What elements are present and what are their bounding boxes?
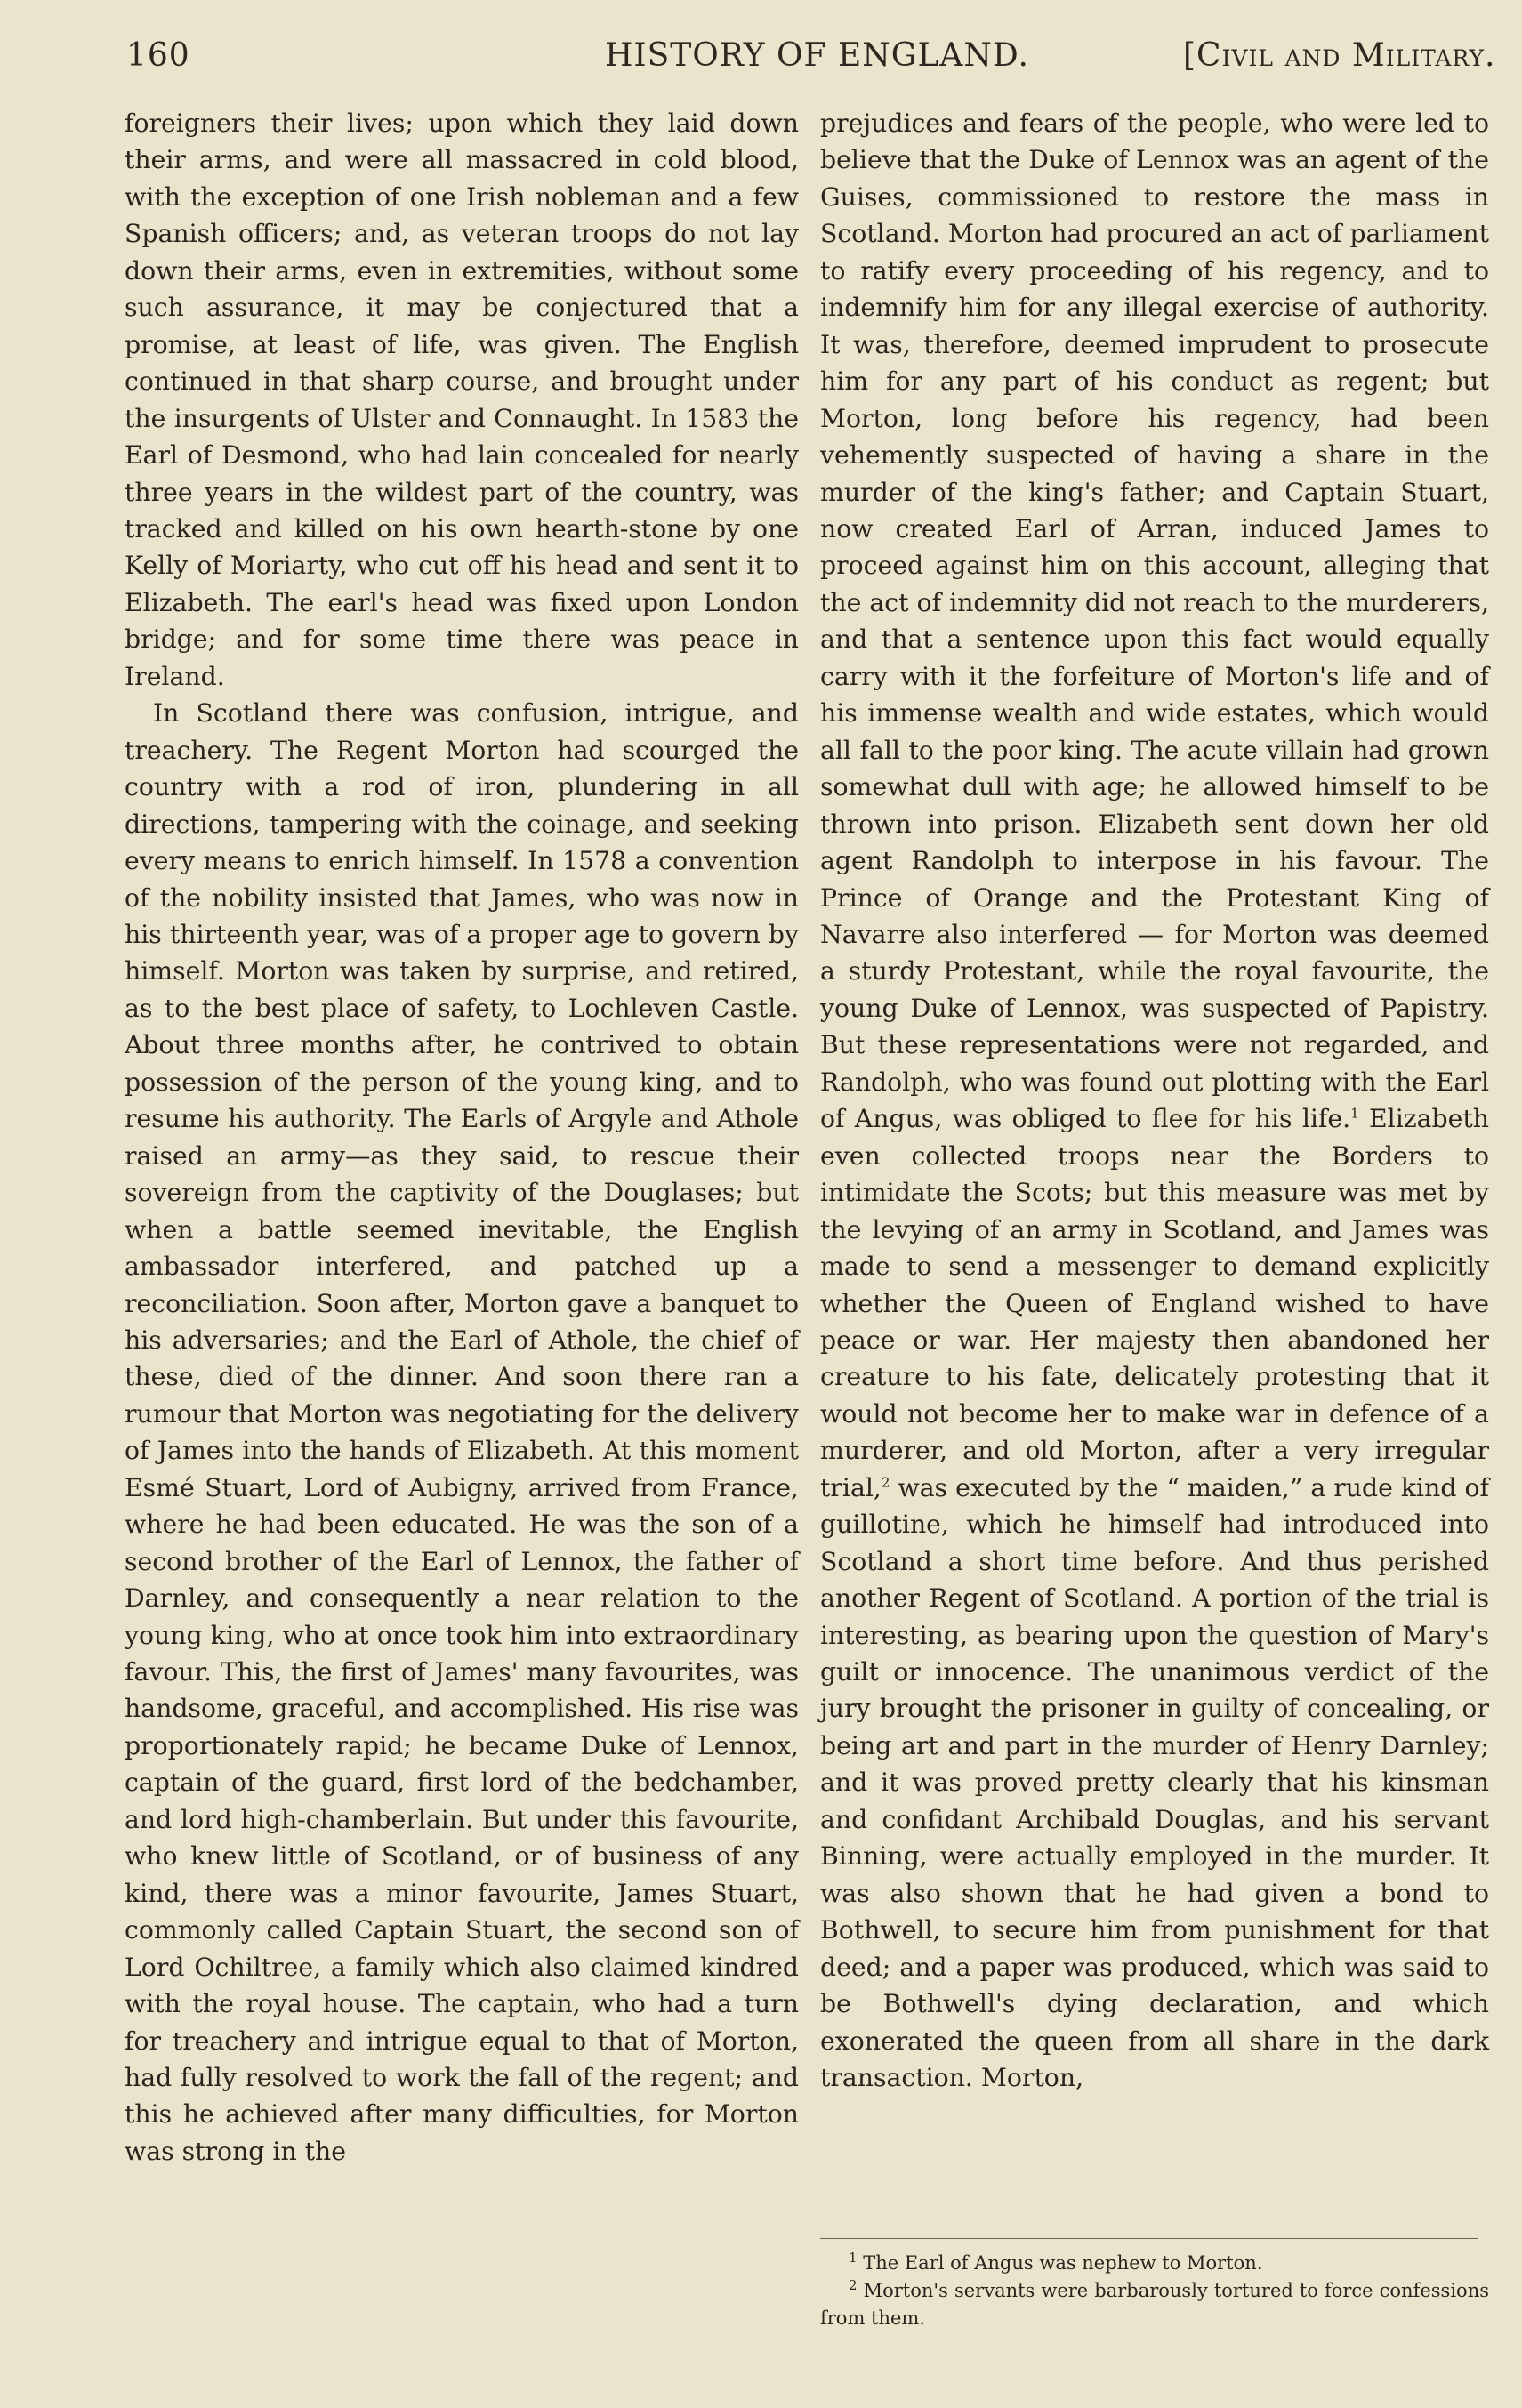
right-text-a: prejudices and fears of the people, who were led to believe that the Duke of Lennox was an agent of the Guises, commissioned to restore the mass in Scotland. Morton had procured an act of parliament to ratify every proceeding of his regency, and to indemnify him for any illegal exercise of authority. It was, therefore, deemed imprudent to prosecute him for any part of his conduct as regent; but Morton, long before his regency, had been vehemently suspected of having a share in the murder of the king's father; and Captain Stuart, now created Earl of Arran, induced James to proceed against him on this account, alleging that the act of indemnity did not reach to the murderers, and that a sentence upon this fact would equally carry with it the forfeiture of Morton's life and of his immense wealth and wide estates, which would all fall to the poor king. The acute villain had grown somewhat dull with age; he allowed himself to be thrown into prison. Elizabeth sent down her old agent Randolph to interpose in his favour. The Prince of Orange and the Protestant King of Navarre also interfered — for Morton was deemed a sturdy Protestant, while the royal favourite, the young Duke of Lennox, was suspected of Papistry. But these representations were not regarded, and Randolph, who was found out plotting with the Earl of Angus, was obliged to flee for his life.	[820, 109, 1489, 1134]
left-paragraph-1: foreigners their lives; upon which they laid down their arms, and were all massacred in cold blood, with the exception of one Irish nobleman and a few Spanish officers; and, as veteran troops do not lay down their arms, even in extremities, without some such assurance, it may be conjectured that a promise, at least of life, was given. The English continued in that sharp course, and brought under the insurgents of Ulster and Connaught. In 1583 the Earl of Desmond, who had lain concealed for nearly three years in the wildest part of the country, was tracked and killed on his own hearth-stone by one Kelly of Moriarty, who cut off his head and sent it to Elizabeth. The earl's head was fixed upon London bridge; and for some time there was peace in Ireland.	[125, 109, 799, 691]
right-text-b: Elizabeth even collected troops near the Borders to intimidate the Scots; but this measure was met by the levying of an army in Scotland, and James was made to send a messenger to demand explicitly whether the Queen of England wished to have peace or war. Her majesty then abandoned her creature to his fate, delicately protesting that it would not become her to make war in defence of a murderer, and old Morton, after a very irregular trial,	[820, 1104, 1489, 1502]
footnote-1	[820, 2250, 1489, 2277]
page-number: 160	[126, 37, 190, 74]
footnote-ref-1: 1	[1350, 1105, 1359, 1122]
footnote-marker-2: 2	[849, 2277, 858, 2293]
left-paragraph-2: In Scotland there was confusion, intrigue, and treachery. The Regent Morton had scourged the country with a rod of iron, plundering in all directions, tampering with the coinage, and seeking every means to enrich himself. In 1578 a convention of the nobility insisted that James, who was now in his thirteenth year, was of a proper age to govern by himself. Morton was taken by surprise, and retired, as to the best place of safety, to Lochleven Castle. About three months after, he contrived to obtain possession of the person of the young king, and to resume his authority. The Earls of Argyle and Athole raised an army—as they said, to rescue their sovereign from the captivity of the Douglases; but when a battle seemed inevitable, the English ambassador interfered, and patched up a reconciliation. Soon after, Morton gave a banquet to his adversaries; and the Earl of Athole, the chief of these, died of the dinner. And soon there ran a rumour that Morton was negotiating for the delivery of James into the hands of Elizabeth. At this moment Esmé Stuart, Lord of Aubigny, arrived from France, where he had been educated. He was the son of a second brother of the Earl of Lennox, the father of Darnley, and consequently a near relation to the young king, who at once took him into extraordinary favour. This, the first of James' many favourites, was handsome, graceful, and accomplished. His rise was proportionately rapid; he became Duke of Lennox, captain of the guard, first lord of the bedchamber, and lord high-chamberlain. But under this favourite, who knew little of Scotland, or of business of any kind, there was a minor favourite, James Stuart, commonly called Captain Stuart, the second son of Lord Ochiltree, a family which also claimed kindred with the royal house. The captain, who had a turn for treachery and intrigue equal to that of Morton, had fully resolved to work the fall of the regent; and this he achieved after many difficulties, for Morton was strong in the	[125, 698, 799, 2166]
right-paragraph-1	[820, 105, 1489, 2096]
footnote-ref-2: 2	[881, 1474, 890, 1491]
right-column-body	[820, 105, 1489, 2231]
footnote-text-1: The Earl of Angus was nephew to Morton.	[857, 2252, 1263, 2274]
footnote-2	[820, 2277, 1489, 2332]
section-label: [Civil and Military.	[1183, 37, 1496, 74]
footnote-text-2: Morton's servants were barbarously tortured to force confessions from them.	[820, 2280, 1489, 2329]
right-text-c: was executed by the “ maiden,” a rude kind of guillotine, which he himself had introduced into Scotland a short time before. And thus perished another Regent of Scotland. A portion of the trial is interesting, as bearing upon the question of Mary's guilt or innocence. The unanimous verdict of the jury brought the prisoner in guilty of concealing, or being art and part in the murder of Henry Darnley; and it was proved pretty clearly that his kinsman and confidant Archibald Douglas, and his servant Binning, were actually employed in the murder. It was also shown that he had given a bond to Bothwell, to secure him from punishment for that deed; and a paper was produced, which was said to be Bothwell's dying declaration, and which exonerated the queen from all share in the dark transaction. Morton,	[820, 1472, 1489, 2093]
running-title: HISTORY OF ENGLAND.	[605, 37, 1029, 74]
page-header	[0, 0, 1522, 107]
right-column	[820, 105, 1489, 2329]
left-column	[125, 105, 799, 2311]
footnote-marker-1: 1	[849, 2250, 858, 2266]
footnote-rule	[820, 2238, 1478, 2239]
